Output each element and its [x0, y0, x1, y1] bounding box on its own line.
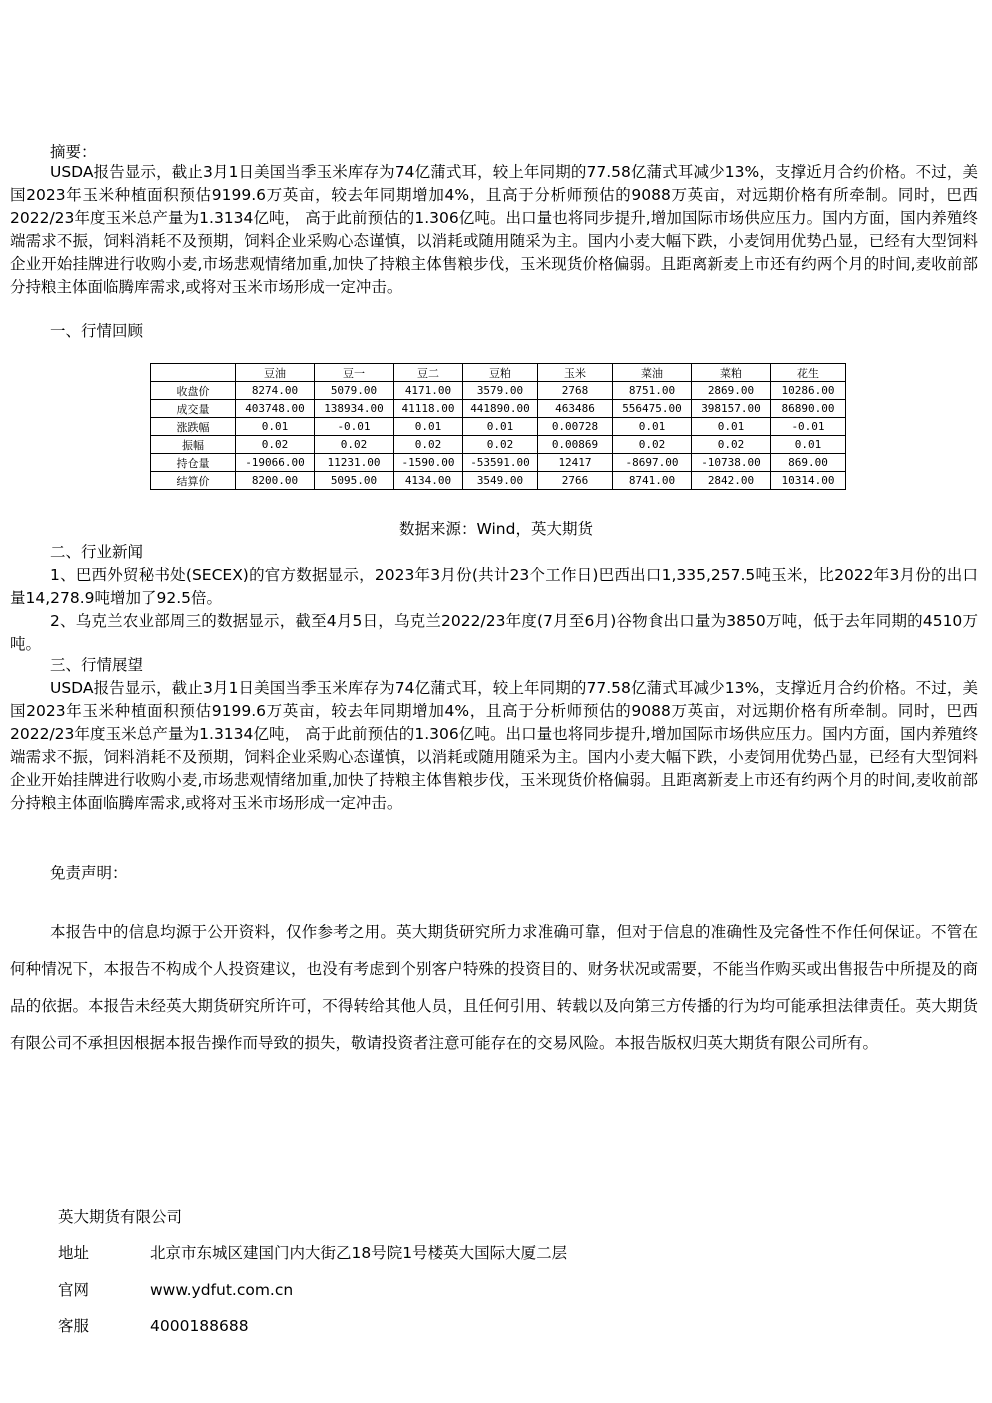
- table-cell: 0.00869: [538, 436, 613, 454]
- footer-address-label: 地址: [58, 1244, 90, 1262]
- table-cell: 0.01: [236, 418, 315, 436]
- table-cell: 5079.00: [315, 382, 394, 400]
- table-cell: -1590.00: [394, 454, 463, 472]
- table-cell: 0.01: [394, 418, 463, 436]
- table-cell: 11231.00: [315, 454, 394, 472]
- table-cell: 3549.00: [463, 472, 538, 490]
- table-row: [151, 382, 846, 400]
- table-cell: 0.02: [463, 436, 538, 454]
- market-quote-table: [150, 363, 846, 490]
- news-item: 1、巴西外贸秘书处(SECEX)的官方数据显示，2023年3月份(共计23个工作日)巴西出口1,335,257.5吨玉米，比2022年3月份的出口量14,278.9吨增加了92.5倍。: [10, 566, 978, 607]
- table-cell: 0.02: [394, 436, 463, 454]
- table-cell: 4171.00: [394, 382, 463, 400]
- footer-website-label: 官网: [58, 1281, 90, 1299]
- table-cell: -19066.00: [236, 454, 315, 472]
- table-cell: 2768: [538, 382, 613, 400]
- news-item: 2、乌克兰农业部周三的数据显示，截至4月5日，乌克兰2022/23年度(7月至6月)谷物食出口量为3850万吨，低于去年同期的4510万吨。: [10, 612, 978, 653]
- table-cell: 0.02: [692, 436, 771, 454]
- table-row-header: 收盘价: [151, 382, 236, 400]
- table-cell: 0.02: [315, 436, 394, 454]
- table-row-header: 结算价: [151, 472, 236, 490]
- table-cell: 0.01: [463, 418, 538, 436]
- table-cell: 0.00728: [538, 418, 613, 436]
- table-cell: 41118.00: [394, 400, 463, 418]
- table-cell: 0.02: [236, 436, 315, 454]
- table-cell: 0.01: [613, 418, 692, 436]
- disclaimer-paragraph: 本报告中的信息均源于公开资料，仅作参考之用。英大期货研究所力求准确可靠，但对于信息的准确性及完备性不作任何保证。不管在何种情况下，本报告不构成个人投资建议，也没有考虑到个别客户特殊的投资目的、财务状况或需要，不能当作购买或出售报告中所提及的商品的依据。本报告未经英大期货研究所许可，不得转给其他人员，且任何引用、转载以及向第三方传播的行为均可能承担法律责任。英大期货有限公司不承担因根据本报告操作而导致的损失，敬请投资者注意可能存在的交易风险。本报告版权归英大期货有限公司所有。: [10, 923, 978, 1052]
- table-row-header: 成交量: [151, 400, 236, 418]
- table-cell: 0.01: [771, 436, 846, 454]
- summary-label: 摘要：: [50, 143, 97, 161]
- footer-website-row: [58, 1279, 293, 1302]
- table-cell: -10738.00: [692, 454, 771, 472]
- table-cell: 463486: [538, 400, 613, 418]
- table-cell: 8200.00: [236, 472, 315, 490]
- table-cell: 556475.00: [613, 400, 692, 418]
- summary-paragraph: USDA报告显示，截止3月1日美国当季玉米库存为74亿蒲式耳，较上年同期的77.58亿蒲式耳减少13%，支撑近月合约价格。不过，美国2023年玉米种植面积预估9199.6万英亩，较去年同期增加4%，且高于分析师预估的9088万英亩，对远期价格有所牵制。同时，巴西2022/23年度玉米总产量为1.3134亿吨， 高于此前预估的1.306亿吨。出口量也将同步提升,增加国际市场供应压力。国内方面，国内养殖终端需求不振，饲料消耗不及预期，饲料企业采购心态谨慎，以消耗或随用随采为主。国内小麦大幅下跌，小麦饲用优势凸显，已经有大型饲料企业开始挂牌进行收购小麦,市场悲观情绪加重,加快了持粮主体售粮步伐，玉米现货价格偏弱。且距离新麦上市还有约两个月的时间,麦收前部分持粮主体面临腾库需求,或将对玉米市场形成一定冲击。: [10, 163, 978, 296]
- table-cell: 12417: [538, 454, 613, 472]
- table-row: [151, 454, 846, 472]
- data-source-caption: 数据来源：Wind，英大期货: [399, 520, 593, 538]
- table-header-cell: 豆一: [315, 364, 394, 382]
- table-header-cell: 豆粕: [463, 364, 538, 382]
- table-cell: 138934.00: [315, 400, 394, 418]
- table-cell: 8274.00: [236, 382, 315, 400]
- table-cell: 403748.00: [236, 400, 315, 418]
- footer-service-label: 客服: [58, 1317, 90, 1335]
- table-row: [151, 472, 846, 490]
- footer-address-row: [58, 1242, 567, 1265]
- table-cell: 10314.00: [771, 472, 846, 490]
- table-cell: -0.01: [315, 418, 394, 436]
- table-header-cell: 菜粕: [692, 364, 771, 382]
- table-cell: -53591.00: [463, 454, 538, 472]
- table-row: [151, 400, 846, 418]
- table-cell: 2842.00: [692, 472, 771, 490]
- table-cell: 441890.00: [463, 400, 538, 418]
- footer-address-value: 北京市东城区建国门内大街乙18号院1号楼英大国际大厦二层: [150, 1244, 568, 1262]
- table-cell: 8751.00: [613, 382, 692, 400]
- table-row: [151, 436, 846, 454]
- table-header-cell: 玉米: [538, 364, 613, 382]
- table-cell: 86890.00: [771, 400, 846, 418]
- table-header-cell: 菜油: [613, 364, 692, 382]
- footer-company-name: 英大期货有限公司: [58, 1208, 183, 1226]
- table-row: [151, 418, 846, 436]
- outlook-paragraph: USDA报告显示，截止3月1日美国当季玉米库存为74亿蒲式耳，较上年同期的77.58亿蒲式耳减少13%，支撑近月合约价格。不过，美国2023年玉米种植面积预估9199.6万英亩，较去年同期增加4%，且高于分析师预估的9088万英亩，对远期价格有所牵制。同时，巴西2022/23年度玉米总产量为1.3134亿吨， 高于此前预估的1.306亿吨。出口量也将同步提升,增加国际市场供应压力。国内方面，国内养殖终端需求不振，饲料消耗不及预期，饲料企业采购心态谨慎，以消耗或随用随采为主。国内小麦大幅下跌，小麦饲用优势凸显，已经有大型饲料企业开始挂牌进行收购小麦,市场悲观情绪加重,加快了持粮主体售粮步伐，玉米现货价格偏弱。且距离新麦上市还有约两个月的时间,麦收前部分持粮主体面临腾库需求,或将对玉米市场形成一定冲击。: [10, 679, 978, 812]
- table-cell: 8741.00: [613, 472, 692, 490]
- table-cell: -0.01: [771, 418, 846, 436]
- table-header-cell: 豆二: [394, 364, 463, 382]
- section-industry-news-title: 二、行业新闻: [50, 543, 144, 561]
- table-cell: 0.01: [692, 418, 771, 436]
- table-row-header: 振幅: [151, 436, 236, 454]
- table-row-header: 涨跌幅: [151, 418, 236, 436]
- table-cell: 2766: [538, 472, 613, 490]
- table-cell: 398157.00: [692, 400, 771, 418]
- section-market-review-title: 一、行情回顾: [50, 322, 144, 340]
- table-header-cell: 豆油: [236, 364, 315, 382]
- table-cell: 2869.00: [692, 382, 771, 400]
- footer-service-row: [58, 1315, 249, 1338]
- table-header-cell: [151, 364, 236, 382]
- footer-service-phone: 4000188688: [150, 1317, 249, 1335]
- table-cell: 10286.00: [771, 382, 846, 400]
- table-cell: 3579.00: [463, 382, 538, 400]
- table-header-cell: 花生: [771, 364, 846, 382]
- disclaimer-title: 免责声明：: [50, 864, 128, 882]
- table-cell: 869.00: [771, 454, 846, 472]
- table-cell: -8697.00: [613, 454, 692, 472]
- table-header-row: [151, 364, 846, 382]
- footer-website-link[interactable]: www.ydfut.com.cn: [150, 1281, 294, 1299]
- table-row-header: 持仓量: [151, 454, 236, 472]
- table-cell: 4134.00: [394, 472, 463, 490]
- table-cell: 0.02: [613, 436, 692, 454]
- section-outlook-title: 三、行情展望: [50, 656, 144, 674]
- table-cell: 5095.00: [315, 472, 394, 490]
